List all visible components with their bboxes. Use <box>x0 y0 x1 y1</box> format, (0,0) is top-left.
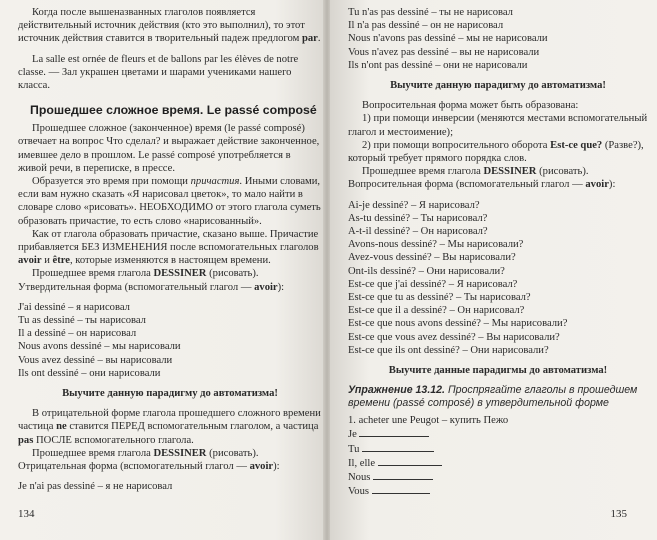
list-item: Est-ce que vous avez dessiné? – Вы нарисовали? <box>348 331 560 343</box>
list-item: Ils n'ont pas dessiné – они не нарисовали <box>348 59 528 71</box>
answer-blank[interactable] <box>362 442 434 452</box>
answer-blank[interactable] <box>373 470 433 480</box>
question-intro: Вопросительная форма может быть образована: <box>362 100 579 112</box>
list-item: Est-ce que il a dessiné? – Он нарисовал? <box>348 305 525 317</box>
learn-note: Выучите данную парадигму до автоматизма! <box>390 80 606 92</box>
list-item: Est-ce que nous avons dessiné? – Мы нарисовали? <box>348 318 568 330</box>
example-sentence: La salle est ornée de fleurs et de ballons par les élèves de notre classe. — Зал украшен цветами и шарами учениками нашего класса. <box>18 53 299 92</box>
right-page <box>330 0 657 540</box>
list-item: Avons-nous dessiné? – Мы нарисовали? <box>348 239 524 251</box>
right-column <box>348 6 648 499</box>
exercise-item: 1. acheter une Peugot – купить Пежо <box>348 415 509 427</box>
affirmative-conjugation-list <box>18 301 322 380</box>
question-form-intro: Прошедшее время глагола DESSINER (рисовать). Вопросительная форма (вспомогательный глагол — avoir): <box>348 166 616 191</box>
list-item: J'ai dessiné – я нарисовал <box>18 301 130 313</box>
left-column <box>18 6 322 494</box>
question-rule-1: 1) при помощи инверсии (меняются местами вспомогательный глагол и местоимение); <box>348 113 648 138</box>
answer-blank[interactable] <box>359 427 429 437</box>
list-item: Est-ce que j'ai dessiné? – Я нарисовал? <box>348 278 518 290</box>
list-item: A-t-il dessiné? – Он нарисовал? <box>348 226 488 238</box>
blank-line: Tu <box>348 442 648 456</box>
negative-intro: Прошедшее время глагола DESSINER (рисовать). Отрицательная форма (вспомогательный глагол — avoir): <box>18 447 280 473</box>
list-item: Avez-vous dessiné? – Вы нарисовали? <box>348 252 516 264</box>
intro-paragraph: Когда после вышеназванных глаголов появляется действительный источник действия (кто это выполнил), то этот источник действия ставится в творительный падеж предлогом par. <box>18 7 321 45</box>
participle-paragraph: Как от глагола образовать причастие, сказано выше. Причастие прибавляется БЕЗ ИЗМЕНЕНИЯ после вспомогательных глаголов avoir и être, которые изменяются в настоящем времени. <box>18 228 319 267</box>
question-rule-2: 2) при помощи вопросительного оборота Est-ce que? (Разве?), который требует прямого порядка слов. <box>348 139 644 165</box>
list-item: Vous n'avez pas dessiné – вы не нарисовали <box>348 46 540 58</box>
list-item: Nous n'avons pas dessiné – мы не нарисовали <box>348 33 548 45</box>
left-page <box>0 0 324 540</box>
list-item: Vous avez dessiné – вы нарисовали <box>18 354 173 366</box>
list-item: Tu as dessiné – ты нарисовал <box>18 315 146 327</box>
section-heading: Прошедшее сложное время. Le passé composé <box>30 103 317 118</box>
negative-rule-paragraph: В отрицательной форме глагола прошедшего сложного времени частица ne ставится ПЕРЕД вспомогательным глаголом, а частица pas ПОСЛЕ вспомогательного глагола. <box>18 408 321 446</box>
list-item: Il a dessiné – он нарисовал <box>18 328 137 340</box>
definition-paragraph: Прошедшее сложное (законченное) время (le passé composé) отвечает на вопрос Что сделал? и выражает действие законченное, имевшее дело в прошлом. Le passé composé употребляется в живой речи, в переписке, в прессе. <box>18 123 320 174</box>
list-item: Tu n'as pas dessiné – ты не нарисовал <box>348 7 513 18</box>
exercise-title: Упражнение 13.12. Проспрягайте глаголы в прошедшем времени (passé composé) в утвердительной форме <box>348 384 638 410</box>
list-item: Ai-je dessiné? – Я нарисовал? <box>348 199 480 211</box>
list-item: Ils ont dessiné – они нарисовали <box>18 367 161 379</box>
page-number-right: 135 <box>610 508 627 520</box>
page-number-left: 134 <box>18 508 35 520</box>
list-item: Nous avons dessiné – мы нарисовали <box>18 341 181 353</box>
formation-paragraph: Образуется это время при помощи причастия. Иными словами, если вам нужно сказать «Я нарисовал цветок», то мало найти в словаре слово «рисовать». НЕОБХОДИМО от этого глагола суметь образовать причастие, то есть слово «нарисованный». <box>18 176 321 227</box>
learn-note: Выучите данные парадигмы до автоматизма! <box>388 365 608 377</box>
learn-note: Выучите данную парадигму до автоматизма! <box>62 388 278 400</box>
question-conjugation-list <box>348 199 648 357</box>
negative-first-line: Je n'ai pas dessiné – я не нарисовал <box>18 481 173 493</box>
list-item: Ont-ils dessiné? – Они нарисовали? <box>348 265 505 277</box>
list-item: As-tu dessiné? – Ты нарисовал? <box>348 212 488 224</box>
list-item: Il n'a pas dessiné – он не нарисовал <box>348 20 504 32</box>
blank-line: Vous <box>348 484 648 498</box>
exercise-blanks <box>348 427 648 498</box>
answer-blank[interactable] <box>372 484 430 494</box>
blank-line: Je <box>348 427 648 441</box>
list-item: Est-ce que ils ont dessiné? – Они нарисовали? <box>348 344 549 356</box>
blank-line: Nous <box>348 470 648 484</box>
negative-conjugation-list <box>348 6 648 72</box>
answer-blank[interactable] <box>378 456 442 466</box>
blank-line: Il, elle <box>348 456 648 470</box>
list-item: Est-ce que tu as dessiné? – Ты нарисовал? <box>348 292 531 304</box>
affirmative-intro: Прошедшее время глагола DESSINER (рисовать). Утвердительная форма (вспомогательный глагол — avoir): <box>18 268 285 293</box>
